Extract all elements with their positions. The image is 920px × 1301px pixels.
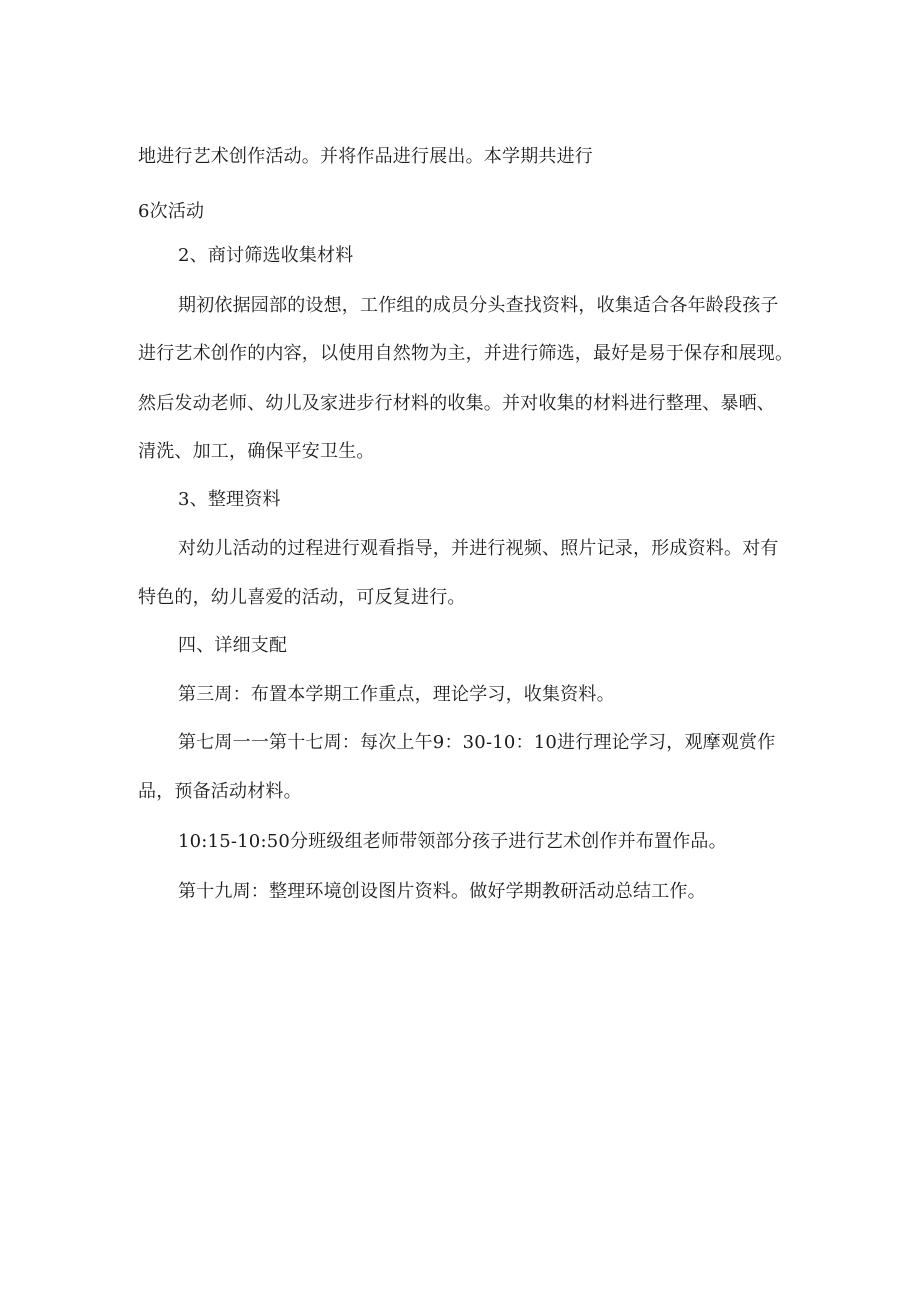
section-heading-collect-materials: 2、商讨筛选收集材料	[178, 245, 354, 266]
paragraph-line: 清洗、加工，确保平安卫生。	[138, 441, 375, 462]
paragraph-line: 期初依据园部的设想，工作组的成员分头查找资料，收集适合各年龄段孩子	[178, 295, 779, 316]
schedule-item-week-3: 第三周：布置本学期工作重点，理论学习，收集资料。	[178, 684, 615, 705]
paragraph-line: 特色的，幼儿喜爱的活动，可反复进行。	[138, 587, 466, 608]
paragraph-line: 对幼儿活动的过程进行观看指导，并进行视频、照片记录，形成资料。对有	[178, 538, 779, 559]
paragraph-line: 然后发动老师、幼儿及家进步行材料的收集。并对收集的材料进行整理、暴晒、	[138, 393, 775, 414]
section-heading-schedule: 四、详细支配	[178, 635, 288, 656]
schedule-item-continuation: 品，预备活动材料。	[138, 781, 302, 802]
schedule-item-week-19: 第十九周：整理环境创设图片资料。做好学期教研活动总结工作。	[178, 881, 706, 902]
paragraph-continuation-line: 地进行艺术创作活动。并将作品进行展出。本学期共进行	[138, 146, 593, 167]
paragraph-continuation-line: 6次活动	[138, 201, 205, 222]
paragraph-line: 进行艺术创作的内容，以使用自然物为主，并进行筛选，最好是易于保存和展现。	[138, 343, 794, 364]
schedule-item-time: 10:15-10:50分班级组老师带领部分孩子进行艺术创作并布置作品。	[178, 831, 727, 852]
section-heading-organize-data: 3、整理资料	[178, 489, 281, 510]
schedule-item-week-7-17: 第七周一一第十七周：每次上午9：30-10：10进行理论学习，观摩观赏作	[178, 732, 776, 753]
